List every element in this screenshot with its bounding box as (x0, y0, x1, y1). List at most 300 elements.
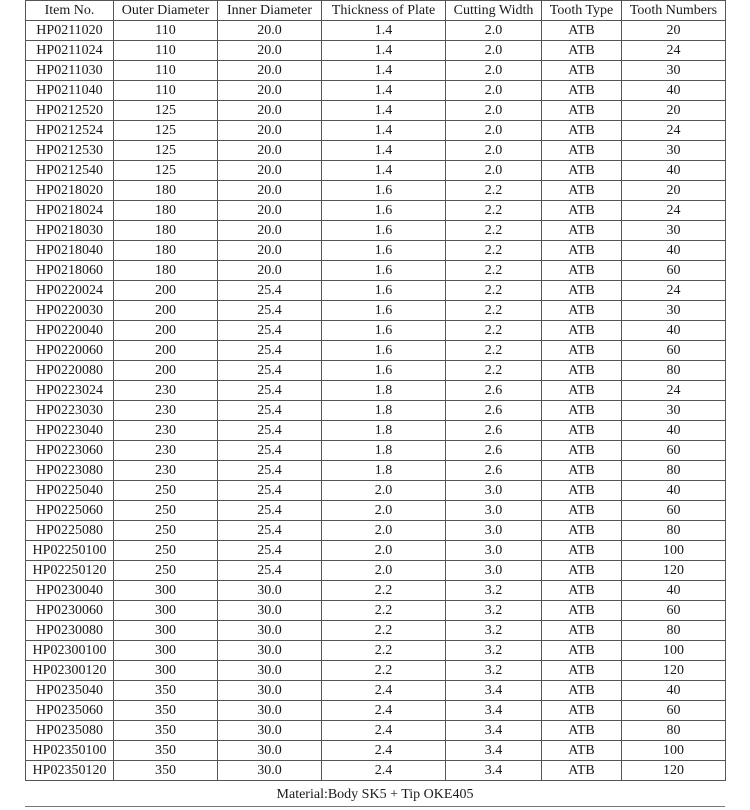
cell-outer-diameter: 250 (114, 561, 218, 581)
table-row (26, 101, 726, 121)
cell-thickness-of-plate: 1.4 (322, 81, 446, 101)
table-row (26, 421, 726, 441)
cell-thickness-of-plate: 1.6 (322, 301, 446, 321)
table-row (26, 121, 726, 141)
cell-outer-diameter: 350 (114, 701, 218, 721)
cell-tooth-type: ATB (542, 301, 622, 321)
cell-tooth-type: ATB (542, 81, 622, 101)
cell-tooth-type: ATB (542, 741, 622, 761)
cell-cutting-width: 3.2 (446, 581, 542, 601)
table-row (26, 541, 726, 561)
cell-tooth-type: ATB (542, 421, 622, 441)
cell-inner-diameter: 25.4 (218, 381, 322, 401)
cell-tooth-numbers: 40 (622, 321, 726, 341)
cell-cutting-width: 2.6 (446, 461, 542, 481)
cell-inner-diameter: 20.0 (218, 101, 322, 121)
cell-thickness-of-plate: 2.4 (322, 721, 446, 741)
cell-thickness-of-plate: 1.6 (322, 221, 446, 241)
cell-outer-diameter: 230 (114, 421, 218, 441)
cell-cutting-width: 2.6 (446, 401, 542, 421)
cell-inner-diameter: 30.0 (218, 621, 322, 641)
table-row (26, 661, 726, 681)
cell-thickness-of-plate: 2.2 (322, 581, 446, 601)
cell-cutting-width: 2.0 (446, 61, 542, 81)
cell-tooth-numbers: 120 (622, 661, 726, 681)
cell-tooth-numbers: 40 (622, 681, 726, 701)
cell-inner-diameter: 30.0 (218, 721, 322, 741)
cell-inner-diameter: 25.4 (218, 301, 322, 321)
cell-outer-diameter: 350 (114, 681, 218, 701)
cell-thickness-of-plate: 2.4 (322, 681, 446, 701)
cell-outer-diameter: 230 (114, 381, 218, 401)
cell-inner-diameter: 20.0 (218, 21, 322, 41)
table-row (26, 561, 726, 581)
cell-tooth-numbers: 24 (622, 121, 726, 141)
material-note: Material:Body SK5 + Tip OKE405 (276, 787, 474, 802)
cell-outer-diameter: 250 (114, 481, 218, 501)
table-row (26, 621, 726, 641)
cell-tooth-numbers: 120 (622, 761, 726, 781)
table-row (26, 61, 726, 81)
cell-thickness-of-plate: 1.8 (322, 381, 446, 401)
cell-item-no: HP0218020 (26, 181, 114, 201)
cell-inner-diameter: 25.4 (218, 421, 322, 441)
cell-tooth-numbers: 60 (622, 261, 726, 281)
cell-outer-diameter: 230 (114, 401, 218, 421)
cell-item-no: HP0223030 (26, 401, 114, 421)
cell-cutting-width: 2.0 (446, 121, 542, 141)
cell-item-no: HP02250120 (26, 561, 114, 581)
cell-item-no: HP0212530 (26, 141, 114, 161)
cell-outer-diameter: 250 (114, 541, 218, 561)
cell-tooth-type: ATB (542, 721, 622, 741)
cell-cutting-width: 2.6 (446, 381, 542, 401)
cell-cutting-width: 2.0 (446, 21, 542, 41)
cell-item-no: HP0211020 (26, 21, 114, 41)
cell-item-no: HP0220040 (26, 321, 114, 341)
col-header-thickness-of-plate: Thickness of Plate (322, 1, 446, 21)
cell-tooth-numbers: 24 (622, 41, 726, 61)
cell-thickness-of-plate: 1.6 (322, 341, 446, 361)
cell-cutting-width: 2.6 (446, 421, 542, 441)
cell-inner-diameter: 30.0 (218, 681, 322, 701)
table-row (26, 21, 726, 41)
cell-tooth-numbers: 60 (622, 601, 726, 621)
cell-item-no: HP0218030 (26, 221, 114, 241)
cell-tooth-numbers: 30 (622, 401, 726, 421)
cell-outer-diameter: 200 (114, 281, 218, 301)
cell-tooth-numbers: 30 (622, 221, 726, 241)
cell-tooth-type: ATB (542, 141, 622, 161)
cell-tooth-type: ATB (542, 321, 622, 341)
cell-thickness-of-plate: 2.2 (322, 641, 446, 661)
table-row (26, 41, 726, 61)
cell-item-no: HP0225040 (26, 481, 114, 501)
cell-cutting-width: 2.2 (446, 341, 542, 361)
cell-tooth-numbers: 80 (622, 621, 726, 641)
cell-thickness-of-plate: 1.6 (322, 241, 446, 261)
cell-tooth-type: ATB (542, 541, 622, 561)
table-row (26, 701, 726, 721)
cell-tooth-numbers: 60 (622, 501, 726, 521)
cell-cutting-width: 3.4 (446, 741, 542, 761)
cell-tooth-type: ATB (542, 581, 622, 601)
cell-item-no: HP0211024 (26, 41, 114, 61)
cell-cutting-width: 3.2 (446, 601, 542, 621)
cell-item-no: HP0235040 (26, 681, 114, 701)
cell-outer-diameter: 200 (114, 321, 218, 341)
cell-cutting-width: 2.2 (446, 301, 542, 321)
cell-tooth-numbers: 20 (622, 101, 726, 121)
cell-tooth-numbers: 40 (622, 241, 726, 261)
cell-tooth-type: ATB (542, 221, 622, 241)
cell-tooth-type: ATB (542, 501, 622, 521)
cell-tooth-type: ATB (542, 761, 622, 781)
cell-cutting-width: 2.6 (446, 441, 542, 461)
cell-tooth-numbers: 30 (622, 141, 726, 161)
cell-item-no: HP0223060 (26, 441, 114, 461)
cell-outer-diameter: 110 (114, 81, 218, 101)
table-row (26, 221, 726, 241)
cell-thickness-of-plate: 1.4 (322, 21, 446, 41)
cell-tooth-numbers: 24 (622, 281, 726, 301)
cell-tooth-type: ATB (542, 121, 622, 141)
cell-tooth-type: ATB (542, 61, 622, 81)
cell-cutting-width: 2.2 (446, 201, 542, 221)
cell-outer-diameter: 180 (114, 201, 218, 221)
cell-tooth-numbers: 100 (622, 641, 726, 661)
cell-inner-diameter: 25.4 (218, 361, 322, 381)
cell-outer-diameter: 180 (114, 181, 218, 201)
cell-outer-diameter: 250 (114, 521, 218, 541)
cell-tooth-numbers: 20 (622, 181, 726, 201)
table-row (26, 141, 726, 161)
cell-tooth-type: ATB (542, 701, 622, 721)
cell-thickness-of-plate: 1.6 (322, 261, 446, 281)
table-row (26, 301, 726, 321)
cell-outer-diameter: 230 (114, 441, 218, 461)
table-row (26, 481, 726, 501)
table-row (26, 761, 726, 781)
cell-outer-diameter: 110 (114, 41, 218, 61)
cell-item-no: HP0235080 (26, 721, 114, 741)
spec-table (25, 0, 726, 781)
cell-item-no: HP0223080 (26, 461, 114, 481)
cell-cutting-width: 2.2 (446, 261, 542, 281)
cell-tooth-type: ATB (542, 361, 622, 381)
cell-cutting-width: 2.0 (446, 101, 542, 121)
cell-cutting-width: 3.0 (446, 561, 542, 581)
cell-thickness-of-plate: 1.6 (322, 201, 446, 221)
col-header-tooth-numbers: Tooth Numbers (622, 1, 726, 21)
cell-thickness-of-plate: 2.4 (322, 701, 446, 721)
cell-item-no: HP0230060 (26, 601, 114, 621)
cell-cutting-width: 2.2 (446, 281, 542, 301)
cell-tooth-numbers: 20 (622, 21, 726, 41)
cell-inner-diameter: 25.4 (218, 561, 322, 581)
cell-tooth-numbers: 40 (622, 81, 726, 101)
cell-outer-diameter: 200 (114, 361, 218, 381)
table-row (26, 361, 726, 381)
table-row (26, 581, 726, 601)
cell-inner-diameter: 30.0 (218, 601, 322, 621)
cell-outer-diameter: 300 (114, 661, 218, 681)
cell-outer-diameter: 125 (114, 161, 218, 181)
cell-tooth-type: ATB (542, 681, 622, 701)
cell-item-no: HP0218040 (26, 241, 114, 261)
cell-cutting-width: 2.0 (446, 141, 542, 161)
table-row (26, 721, 726, 741)
cell-tooth-type: ATB (542, 641, 622, 661)
col-header-inner-diameter: Inner Diameter (218, 1, 322, 21)
cell-outer-diameter: 110 (114, 21, 218, 41)
cell-item-no: HP0225080 (26, 521, 114, 541)
cell-tooth-numbers: 30 (622, 301, 726, 321)
cell-outer-diameter: 300 (114, 581, 218, 601)
cell-item-no: HP02350120 (26, 761, 114, 781)
cell-cutting-width: 3.0 (446, 541, 542, 561)
cell-tooth-type: ATB (542, 21, 622, 41)
table-row (26, 281, 726, 301)
cell-item-no: HP0212520 (26, 101, 114, 121)
cell-tooth-numbers: 100 (622, 541, 726, 561)
cell-item-no: HP0235060 (26, 701, 114, 721)
cell-thickness-of-plate: 1.4 (322, 161, 446, 181)
cell-outer-diameter: 180 (114, 221, 218, 241)
cell-cutting-width: 3.0 (446, 521, 542, 541)
cell-thickness-of-plate: 1.4 (322, 61, 446, 81)
cell-tooth-numbers: 80 (622, 461, 726, 481)
table-row (26, 741, 726, 761)
cell-thickness-of-plate: 2.4 (322, 761, 446, 781)
cell-outer-diameter: 300 (114, 641, 218, 661)
cell-tooth-numbers: 60 (622, 341, 726, 361)
cell-thickness-of-plate: 1.4 (322, 41, 446, 61)
cell-tooth-type: ATB (542, 201, 622, 221)
table-row (26, 501, 726, 521)
cell-outer-diameter: 200 (114, 301, 218, 321)
cell-item-no: HP0220080 (26, 361, 114, 381)
cell-cutting-width: 3.2 (446, 621, 542, 641)
cell-tooth-type: ATB (542, 181, 622, 201)
cell-item-no: HP0218060 (26, 261, 114, 281)
cell-tooth-numbers: 80 (622, 521, 726, 541)
cell-inner-diameter: 20.0 (218, 141, 322, 161)
cell-cutting-width: 3.4 (446, 681, 542, 701)
cell-inner-diameter: 30.0 (218, 581, 322, 601)
table-row (26, 461, 726, 481)
cell-tooth-type: ATB (542, 521, 622, 541)
cell-outer-diameter: 350 (114, 741, 218, 761)
cell-inner-diameter: 30.0 (218, 741, 322, 761)
cell-tooth-type: ATB (542, 601, 622, 621)
cell-item-no: HP0223024 (26, 381, 114, 401)
cell-thickness-of-plate: 2.0 (322, 481, 446, 501)
table-row (26, 381, 726, 401)
cell-tooth-numbers: 40 (622, 481, 726, 501)
cell-inner-diameter: 30.0 (218, 761, 322, 781)
cell-outer-diameter: 180 (114, 261, 218, 281)
cell-outer-diameter: 300 (114, 621, 218, 641)
cell-tooth-numbers: 40 (622, 581, 726, 601)
cell-tooth-type: ATB (542, 281, 622, 301)
table-row (26, 641, 726, 661)
cell-thickness-of-plate: 2.2 (322, 661, 446, 681)
cell-inner-diameter: 20.0 (218, 41, 322, 61)
cell-thickness-of-plate: 2.2 (322, 621, 446, 641)
table-row (26, 321, 726, 341)
cell-tooth-numbers: 24 (622, 201, 726, 221)
cell-thickness-of-plate: 1.8 (322, 401, 446, 421)
cell-tooth-type: ATB (542, 161, 622, 181)
cell-cutting-width: 2.0 (446, 81, 542, 101)
table-body (26, 21, 726, 781)
cell-cutting-width: 2.2 (446, 321, 542, 341)
cell-inner-diameter: 25.4 (218, 501, 322, 521)
cell-cutting-width: 2.0 (446, 41, 542, 61)
cell-outer-diameter: 200 (114, 341, 218, 361)
cell-inner-diameter: 20.0 (218, 81, 322, 101)
cell-thickness-of-plate: 1.4 (322, 101, 446, 121)
cell-tooth-numbers: 40 (622, 161, 726, 181)
cell-outer-diameter: 230 (114, 461, 218, 481)
cell-outer-diameter: 125 (114, 101, 218, 121)
cell-item-no: HP0225060 (26, 501, 114, 521)
cell-cutting-width: 2.2 (446, 361, 542, 381)
cell-inner-diameter: 25.4 (218, 281, 322, 301)
table-row (26, 441, 726, 461)
cell-item-no: HP0212540 (26, 161, 114, 181)
table-row (26, 681, 726, 701)
footer-divider (25, 806, 725, 807)
cell-outer-diameter: 350 (114, 761, 218, 781)
cell-inner-diameter: 20.0 (218, 201, 322, 221)
cell-inner-diameter: 20.0 (218, 161, 322, 181)
cell-cutting-width: 2.2 (446, 181, 542, 201)
cell-thickness-of-plate: 2.0 (322, 521, 446, 541)
table-row (26, 261, 726, 281)
col-header-cutting-width: Cutting Width (446, 1, 542, 21)
cell-thickness-of-plate: 1.8 (322, 421, 446, 441)
cell-outer-diameter: 250 (114, 501, 218, 521)
table-row (26, 241, 726, 261)
cell-outer-diameter: 125 (114, 141, 218, 161)
cell-inner-diameter: 20.0 (218, 261, 322, 281)
cell-inner-diameter: 20.0 (218, 221, 322, 241)
cell-tooth-type: ATB (542, 261, 622, 281)
cell-thickness-of-plate: 2.0 (322, 501, 446, 521)
cell-outer-diameter: 300 (114, 601, 218, 621)
cell-tooth-numbers: 120 (622, 561, 726, 581)
cell-cutting-width: 3.0 (446, 501, 542, 521)
cell-item-no: HP0218024 (26, 201, 114, 221)
cell-tooth-numbers: 40 (622, 421, 726, 441)
cell-inner-diameter: 30.0 (218, 701, 322, 721)
table-row (26, 201, 726, 221)
cell-item-no: HP0220060 (26, 341, 114, 361)
cell-outer-diameter: 350 (114, 721, 218, 741)
cell-inner-diameter: 25.4 (218, 461, 322, 481)
table-row (26, 161, 726, 181)
cell-inner-diameter: 20.0 (218, 61, 322, 81)
table-row (26, 181, 726, 201)
cell-inner-diameter: 20.0 (218, 181, 322, 201)
table-row (26, 601, 726, 621)
cell-tooth-type: ATB (542, 461, 622, 481)
cell-tooth-numbers: 100 (622, 741, 726, 761)
cell-tooth-numbers: 24 (622, 381, 726, 401)
cell-item-no: HP0211030 (26, 61, 114, 81)
cell-tooth-type: ATB (542, 621, 622, 641)
cell-thickness-of-plate: 2.0 (322, 541, 446, 561)
cell-item-no: HP0212524 (26, 121, 114, 141)
cell-thickness-of-plate: 1.4 (322, 141, 446, 161)
cell-tooth-type: ATB (542, 661, 622, 681)
cell-thickness-of-plate: 2.2 (322, 601, 446, 621)
cell-cutting-width: 2.0 (446, 161, 542, 181)
cell-tooth-type: ATB (542, 41, 622, 61)
cell-thickness-of-plate: 1.6 (322, 181, 446, 201)
cell-thickness-of-plate: 1.8 (322, 461, 446, 481)
cell-tooth-numbers: 60 (622, 701, 726, 721)
cell-item-no: HP02250100 (26, 541, 114, 561)
cell-item-no: HP0220030 (26, 301, 114, 321)
col-header-outer-diameter: Outer Diameter (114, 1, 218, 21)
cell-tooth-type: ATB (542, 381, 622, 401)
cell-inner-diameter: 25.4 (218, 441, 322, 461)
cell-thickness-of-plate: 1.8 (322, 441, 446, 461)
cell-item-no: HP0211040 (26, 81, 114, 101)
col-header-tooth-type: Tooth Type (542, 1, 622, 21)
table-row (26, 401, 726, 421)
cell-inner-diameter: 25.4 (218, 541, 322, 561)
cell-inner-diameter: 30.0 (218, 661, 322, 681)
cell-tooth-type: ATB (542, 441, 622, 461)
cell-inner-diameter: 25.4 (218, 341, 322, 361)
cell-item-no: HP0223040 (26, 421, 114, 441)
cell-inner-diameter: 20.0 (218, 121, 322, 141)
cell-inner-diameter: 30.0 (218, 641, 322, 661)
cell-tooth-type: ATB (542, 561, 622, 581)
cell-item-no: HP02350100 (26, 741, 114, 761)
cell-tooth-numbers: 60 (622, 441, 726, 461)
table-row (26, 341, 726, 361)
table-row (26, 521, 726, 541)
col-header-item-no: Item No. (26, 1, 114, 21)
cell-thickness-of-plate: 2.4 (322, 741, 446, 761)
cell-cutting-width: 2.2 (446, 241, 542, 261)
cell-tooth-type: ATB (542, 101, 622, 121)
header-row (26, 1, 726, 21)
cell-outer-diameter: 125 (114, 121, 218, 141)
cell-inner-diameter: 25.4 (218, 321, 322, 341)
cell-cutting-width: 3.4 (446, 701, 542, 721)
cell-outer-diameter: 110 (114, 61, 218, 81)
cell-cutting-width: 2.2 (446, 221, 542, 241)
cell-item-no: HP0230040 (26, 581, 114, 601)
cell-item-no: HP02300120 (26, 661, 114, 681)
cell-item-no: HP0220024 (26, 281, 114, 301)
cell-cutting-width: 3.4 (446, 721, 542, 741)
cell-inner-diameter: 25.4 (218, 401, 322, 421)
cell-cutting-width: 3.0 (446, 481, 542, 501)
cell-outer-diameter: 180 (114, 241, 218, 261)
cell-tooth-type: ATB (542, 241, 622, 261)
cell-thickness-of-plate: 1.4 (322, 121, 446, 141)
cell-thickness-of-plate: 1.6 (322, 281, 446, 301)
cell-tooth-numbers: 30 (622, 61, 726, 81)
cell-cutting-width: 3.2 (446, 641, 542, 661)
